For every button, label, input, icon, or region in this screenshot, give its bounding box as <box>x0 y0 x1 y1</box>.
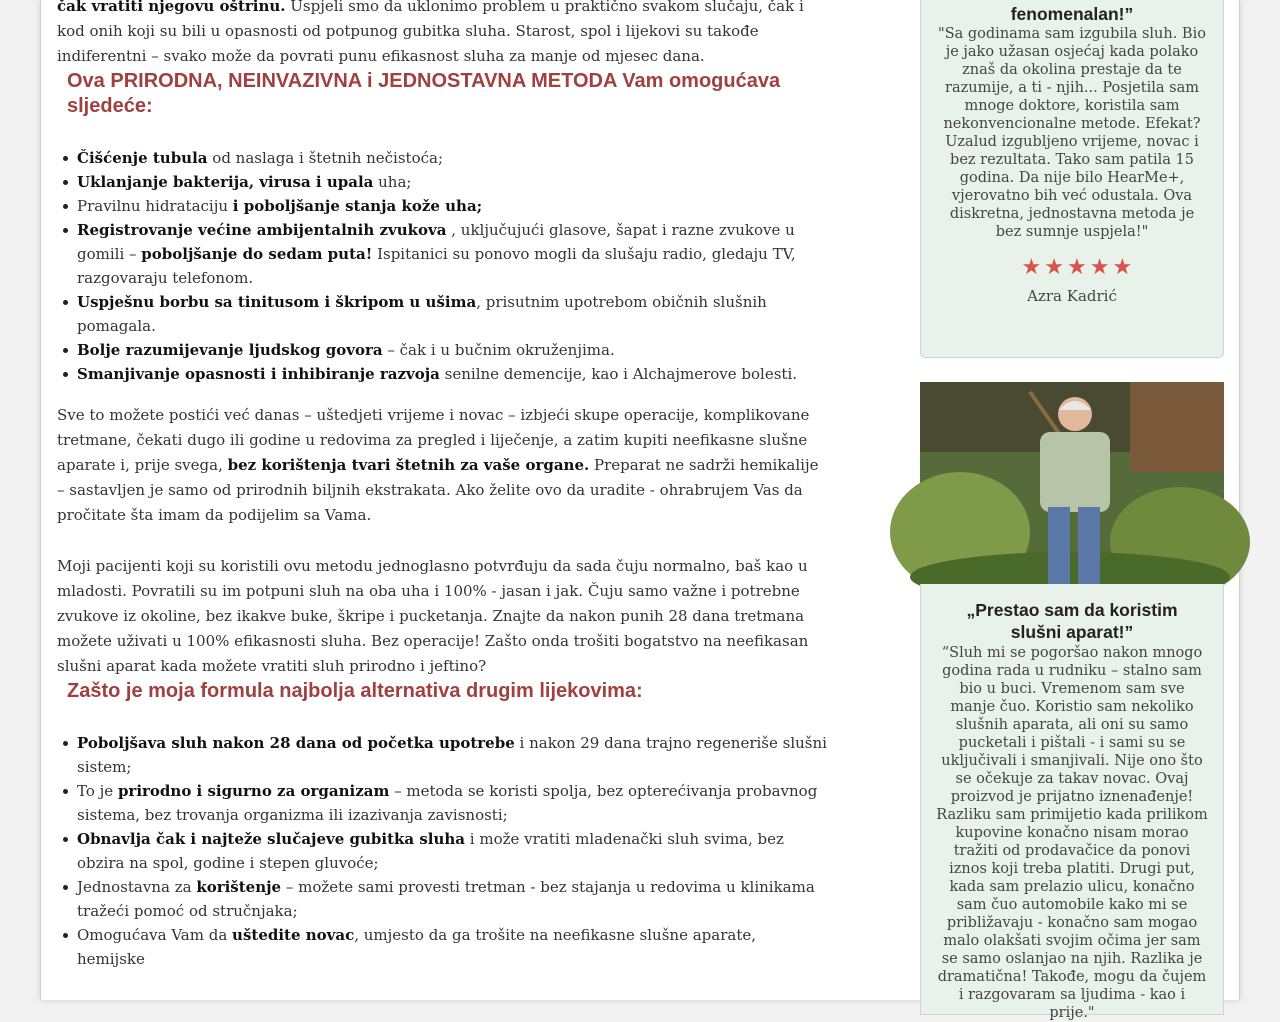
testimonial-card <box>920 584 1224 1021</box>
list-item: Obnavlja čak i najteže slučajeve gubitka sluha i može vratiti mladenački sluh svima, bez obzira na spol, godine i stepen gluvoće; <box>77 827 827 875</box>
benefits-list <box>57 146 827 386</box>
list-item: Smanjivanje opasnosti i inhibiranje razvoja senilne demencije, kao i Alchajmerove bolesti. <box>77 362 827 386</box>
body-paragraph: Sve to možete postići već danas – uštedjeti vrijeme i novac – izbjeći skupe operacije, komplikovane tretmane, čekati dugo ili godine u redovima za pregled i liječenje, a zatim kupiti neefikasne slušne aparate i, prije svega, bez korištenja tvari štetnih za vaše organe. Preparat ne sadrži hemikalije – sastavljen je samo od prirodnih biljnih ekstrakata. Ako želite ovo da uradite - ohrabrujem Vas da pročitate šta imam da podijelim sa Vama. <box>57 406 819 524</box>
list-item: Pravilnu hidrataciju i poboljšanje stanja kože uha; <box>77 194 827 218</box>
list-item: Registrovanje većine ambijentalnih zvukova , uključujući glasove, šapat i razne zvukove u gomili – poboljšanje do sedam puta! Ispitanici su ponovo mogli da slušaju radio, gledaju TV, razgovaraju telefonom. <box>77 218 827 290</box>
testimonial-title: fenomenalan!” <box>1010 4 1134 24</box>
intro-paragraph <box>57 0 827 69</box>
testimonial-card <box>920 0 1224 358</box>
star-icon: ★ <box>1067 255 1090 280</box>
testimonial-photo <box>920 382 1224 584</box>
star-icon: ★ <box>1089 255 1113 280</box>
list-item: Uspješnu borbu sa tinitusom i škripom u ušima, prisutnim upotrebom običnih slušnih pomagala. <box>77 290 827 338</box>
list-item: Poboljšava sluh nakon 28 dana od početka upotrebe i nakon 29 dana trajno regeneriše slušni sistem; <box>77 731 827 779</box>
page-container <box>40 0 1240 1021</box>
testimonial-quote: “Sluh mi se pogoršao nakon mnogo godina rada u rudniku – stalno sam bio u buci. Vremenom sam sve manje čuo. Koristio sam nekoliko slušnih aparata, ali oni su samo pucketali i pištali - i sami su se uključivali i smanjivali. Nije ono što se očekuje za takav novac. Ovaj proizvod je prijatno iznenađenje! Razliku sam primijetio kada prilikom kupovine konačno nisam morao tražiti od prodavačice da ponovi iznos koji treba platiti. Drugi put, kada sam prelazio ulicu, konačno sam čuo automobile kako mi se približavaju - konačno sam mogao malo olakšati svojim očima jer sam se samo oslanjao na njih. Razlika je dramatična! Takođe, mogu da čujem i razgovaram sa ljudima - kao i prije." <box>936 645 1208 1021</box>
list-item: Bolje razumijevanje ljudskog govora – čak i u bučnim okruženjima. <box>77 338 827 362</box>
intro-text: Uspjeli smo da uklonimo problem u praktično svakom slučaju, čak i kod onih koji su bili u opasnosti od potpunog gubitka sluha. Starost, spol i lijekovi su takođe indiferentni – svako može da povrati punu efikasnost sluha za manje od mjesec dana. <box>57 0 804 65</box>
testimonial-title: „Prestao sam da koristim slušni aparat!” <box>966 600 1178 642</box>
star-icon: ★ <box>1044 255 1067 280</box>
list-item: Jednostavna za korištenje – možete sami provesti tretman - bez stajanja u redovima u klinikama tražeći pomoć od stručnjaka; <box>77 875 827 923</box>
section-heading-benefits: Ova PRIRODNA, NEINVAZIVNA i JEDNOSTAVNA METODA Vam omogućava sljedeće: <box>67 70 781 117</box>
list-item: Čišćenje tubula od naslaga i štetnih nečistoća; <box>77 146 827 170</box>
list-item: To je prirodno i sigurno za organizam – metoda se koristi spolja, bez opterećivanja probavnog sistema, bez trovanja organizma ili izazivanja zavisnosti; <box>77 779 827 827</box>
advantages-list <box>57 731 827 971</box>
list-item: Omogućava Vam da uštedite novac, umjesto da ga trošite na neefikasne slušne aparate, hemijske <box>77 923 827 971</box>
section-heading-alternative: Zašto je moja formula najbolja alternativa drugim lijekovima: <box>67 680 643 702</box>
testimonial-quote: "Sa godinama sam izgubila sluh. Bio je jako užasan osjećaj kada polako znaš da okolina prestaje da te razumije, a ti - njih... Posjetila sam mnoge doktore, koristila sam nekonvencionalne metode. Efekat? Uzalud izgubljeno vrijeme, novac i bez rezultata. Tako sam patila 15 godina. Da nije bilo HearMe+, vjerovatno bih već odustala. Ova diskretna, jednostavna metoda je bez sumnje uspjela!" <box>938 26 1206 240</box>
testimonial-author: Azra Kadrić <box>1027 287 1117 305</box>
article-main <box>57 0 827 971</box>
star-icon: ★ <box>1021 255 1045 280</box>
list-item: Uklanjanje bakterija, virusa i upala uha; <box>77 170 827 194</box>
half-star-icon: ★ <box>1112 255 1136 280</box>
rating-stars <box>921 256 1223 280</box>
body-paragraph: Moji pacijenti koji su koristili ovu metodu jednoglasno potvrđuju da sada čuju normalno, baš kao u mladosti. Povratili su im potpuni sluh na oba uha i 100% - jasan i jak. Čuju samo važne i potrebne zvukove iz okoline, bez ikakve buke, škripe i pucketanja. Znajte da nakon punih 28 dana tretmana možete uživati u 100% efikasnosti sluha. Bez operacije! Zašto onda trošiti bogatstvo na neefikasan slušni aparat kada možete vratiti sluh prirodno i jeftino? <box>57 557 809 675</box>
intro-bold: čak vratiti njegovu oštrinu. <box>57 0 286 15</box>
